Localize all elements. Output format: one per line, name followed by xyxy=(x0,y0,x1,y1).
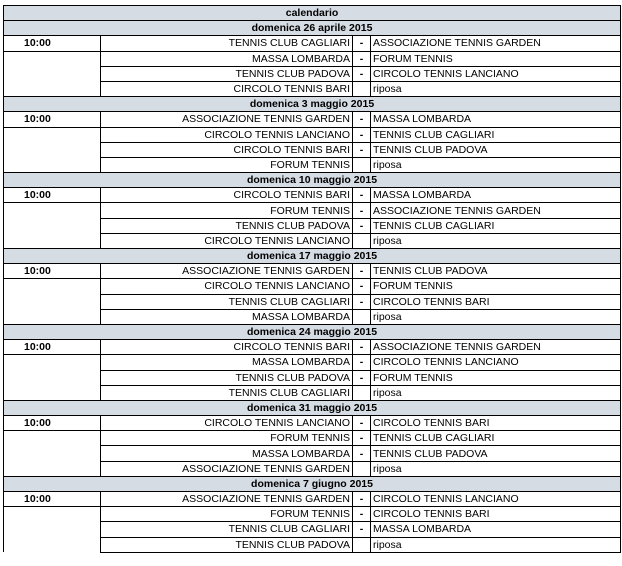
vs-separator: - xyxy=(353,340,371,355)
time-empty-cell xyxy=(4,461,101,476)
round-date: domenica 3 maggio 2015 xyxy=(4,97,621,112)
match-row xyxy=(4,294,621,309)
time-empty-cell xyxy=(4,309,101,324)
home-team: MASSA LOMBARDA xyxy=(101,446,353,461)
time-empty-cell xyxy=(4,203,101,218)
home-team: FORUM TENNIS xyxy=(101,507,353,522)
away-team: riposa xyxy=(371,309,621,324)
home-team: TENNIS CLUB CAGLIARI xyxy=(101,294,353,309)
vs-separator: - xyxy=(353,66,371,81)
match-row xyxy=(4,431,621,446)
match-row xyxy=(4,446,621,461)
vs-separator: - xyxy=(353,431,371,446)
round-date-row xyxy=(4,324,621,339)
away-team: riposa xyxy=(371,537,621,552)
match-row xyxy=(4,112,621,127)
time-empty-cell xyxy=(4,66,101,81)
match-time: 10:00 xyxy=(4,492,101,507)
away-team: ASSOCIAZIONE TENNIS GARDEN xyxy=(371,36,621,51)
away-team: riposa xyxy=(371,233,621,248)
vs-separator: - xyxy=(353,264,371,279)
away-team: FORUM TENNIS xyxy=(371,51,621,66)
vs-separator xyxy=(353,537,371,552)
vs-separator: - xyxy=(353,127,371,142)
time-empty-cell xyxy=(4,294,101,309)
match-row xyxy=(4,142,621,157)
home-team: ASSOCIAZIONE TENNIS GARDEN xyxy=(101,461,353,476)
vs-separator: - xyxy=(353,522,371,537)
time-empty-cell xyxy=(4,142,101,157)
away-team: CIRCOLO TENNIS BARI xyxy=(371,294,621,309)
match-row xyxy=(4,370,621,385)
match-row xyxy=(4,157,621,172)
away-team: TENNIS CLUB PADOVA xyxy=(371,264,621,279)
calendar-table xyxy=(3,5,621,553)
home-team: MASSA LOMBARDA xyxy=(101,51,353,66)
vs-separator: - xyxy=(353,218,371,233)
vs-separator: - xyxy=(353,279,371,294)
away-team: riposa xyxy=(371,461,621,476)
match-time: 10:00 xyxy=(4,188,101,203)
vs-separator: - xyxy=(353,507,371,522)
home-team: FORUM TENNIS xyxy=(101,431,353,446)
away-team: MASSA LOMBARDA xyxy=(371,522,621,537)
vs-separator: - xyxy=(353,294,371,309)
home-team: TENNIS CLUB PADOVA xyxy=(101,218,353,233)
match-row xyxy=(4,355,621,370)
vs-separator: - xyxy=(353,51,371,66)
away-team: riposa xyxy=(371,81,621,96)
round-date-row xyxy=(4,21,621,36)
home-team: MASSA LOMBARDA xyxy=(101,309,353,324)
home-team: TENNIS CLUB CAGLIARI xyxy=(101,385,353,400)
home-team: FORUM TENNIS xyxy=(101,203,353,218)
match-row xyxy=(4,385,621,400)
away-team: TENNIS CLUB PADOVA xyxy=(371,446,621,461)
home-team: FORUM TENNIS xyxy=(101,157,353,172)
round-date: domenica 10 maggio 2015 xyxy=(4,173,621,188)
match-row xyxy=(4,309,621,324)
home-team: CIRCOLO TENNIS BARI xyxy=(101,81,353,96)
home-team: ASSOCIAZIONE TENNIS GARDEN xyxy=(101,112,353,127)
time-empty-cell xyxy=(4,51,101,66)
away-team: FORUM TENNIS xyxy=(371,279,621,294)
home-team: CIRCOLO TENNIS LANCIANO xyxy=(101,127,353,142)
away-team: CIRCOLO TENNIS LANCIANO xyxy=(371,492,621,507)
time-empty-cell xyxy=(4,218,101,233)
time-empty-cell xyxy=(4,355,101,370)
vs-separator xyxy=(353,309,371,324)
home-team: CIRCOLO TENNIS LANCIANO xyxy=(101,279,353,294)
match-time: 10:00 xyxy=(4,340,101,355)
match-row xyxy=(4,66,621,81)
home-team: ASSOCIAZIONE TENNIS GARDEN xyxy=(101,492,353,507)
away-team: CIRCOLO TENNIS BARI xyxy=(371,416,621,431)
vs-separator: - xyxy=(353,203,371,218)
match-row xyxy=(4,522,621,537)
match-row xyxy=(4,81,621,96)
match-row xyxy=(4,188,621,203)
match-row xyxy=(4,340,621,355)
time-empty-cell xyxy=(4,507,101,522)
match-row xyxy=(4,264,621,279)
away-team: CIRCOLO TENNIS LANCIANO xyxy=(371,355,621,370)
match-row xyxy=(4,279,621,294)
away-team: ASSOCIAZIONE TENNIS GARDEN xyxy=(371,340,621,355)
vs-separator: - xyxy=(353,36,371,51)
round-date-row xyxy=(4,249,621,264)
round-date-row xyxy=(4,400,621,415)
vs-separator xyxy=(353,157,371,172)
vs-separator: - xyxy=(353,492,371,507)
home-team: TENNIS CLUB PADOVA xyxy=(101,537,353,552)
match-time: 10:00 xyxy=(4,416,101,431)
calendar-title: calendario xyxy=(4,6,621,21)
home-team: CIRCOLO TENNIS LANCIANO xyxy=(101,416,353,431)
time-empty-cell xyxy=(4,127,101,142)
match-row xyxy=(4,203,621,218)
home-team: CIRCOLO TENNIS BARI xyxy=(101,188,353,203)
round-date: domenica 26 aprile 2015 xyxy=(4,21,621,36)
vs-separator: - xyxy=(353,112,371,127)
calendar-title-row xyxy=(4,6,621,21)
vs-separator xyxy=(353,461,371,476)
home-team: CIRCOLO TENNIS BARI xyxy=(101,340,353,355)
time-empty-cell xyxy=(4,537,101,552)
round-date: domenica 24 maggio 2015 xyxy=(4,324,621,339)
match-row xyxy=(4,36,621,51)
vs-separator: - xyxy=(353,416,371,431)
match-row xyxy=(4,233,621,248)
away-team: riposa xyxy=(371,157,621,172)
match-row xyxy=(4,127,621,142)
match-row xyxy=(4,537,621,552)
match-row xyxy=(4,461,621,476)
time-empty-cell xyxy=(4,446,101,461)
match-row xyxy=(4,507,621,522)
match-row xyxy=(4,492,621,507)
vs-separator: - xyxy=(353,188,371,203)
away-team: ASSOCIAZIONE TENNIS GARDEN xyxy=(371,203,621,218)
round-date-row xyxy=(4,173,621,188)
away-team: CIRCOLO TENNIS BARI xyxy=(371,507,621,522)
vs-separator xyxy=(353,81,371,96)
away-team: riposa xyxy=(371,385,621,400)
away-team: TENNIS CLUB PADOVA xyxy=(371,142,621,157)
time-empty-cell xyxy=(4,370,101,385)
home-team: CIRCOLO TENNIS BARI xyxy=(101,142,353,157)
time-empty-cell xyxy=(4,81,101,96)
away-team: TENNIS CLUB CAGLIARI xyxy=(371,127,621,142)
calendar-body xyxy=(4,6,621,553)
home-team: MASSA LOMBARDA xyxy=(101,355,353,370)
home-team: TENNIS CLUB CAGLIARI xyxy=(101,522,353,537)
match-row xyxy=(4,218,621,233)
vs-separator: - xyxy=(353,446,371,461)
time-empty-cell xyxy=(4,431,101,446)
round-date-row xyxy=(4,97,621,112)
vs-separator xyxy=(353,233,371,248)
home-team: TENNIS CLUB PADOVA xyxy=(101,370,353,385)
match-row xyxy=(4,416,621,431)
vs-separator: - xyxy=(353,370,371,385)
time-empty-cell xyxy=(4,385,101,400)
away-team: TENNIS CLUB CAGLIARI xyxy=(371,431,621,446)
vs-separator: - xyxy=(353,355,371,370)
home-team: ASSOCIAZIONE TENNIS GARDEN xyxy=(101,264,353,279)
match-time: 10:00 xyxy=(4,264,101,279)
time-empty-cell xyxy=(4,522,101,537)
round-date: domenica 31 maggio 2015 xyxy=(4,400,621,415)
round-date-row xyxy=(4,476,621,491)
match-time: 10:00 xyxy=(4,112,101,127)
round-date: domenica 17 maggio 2015 xyxy=(4,249,621,264)
home-team: TENNIS CLUB PADOVA xyxy=(101,66,353,81)
away-team: CIRCOLO TENNIS LANCIANO xyxy=(371,66,621,81)
match-time: 10:00 xyxy=(4,36,101,51)
match-row xyxy=(4,51,621,66)
away-team: MASSA LOMBARDA xyxy=(371,188,621,203)
away-team: FORUM TENNIS xyxy=(371,370,621,385)
away-team: MASSA LOMBARDA xyxy=(371,112,621,127)
vs-separator xyxy=(353,385,371,400)
time-empty-cell xyxy=(4,233,101,248)
time-empty-cell xyxy=(4,157,101,172)
home-team: TENNIS CLUB CAGLIARI xyxy=(101,36,353,51)
vs-separator: - xyxy=(353,142,371,157)
time-empty-cell xyxy=(4,279,101,294)
away-team: TENNIS CLUB CAGLIARI xyxy=(371,218,621,233)
home-team: CIRCOLO TENNIS LANCIANO xyxy=(101,233,353,248)
round-date: domenica 7 giugno 2015 xyxy=(4,476,621,491)
